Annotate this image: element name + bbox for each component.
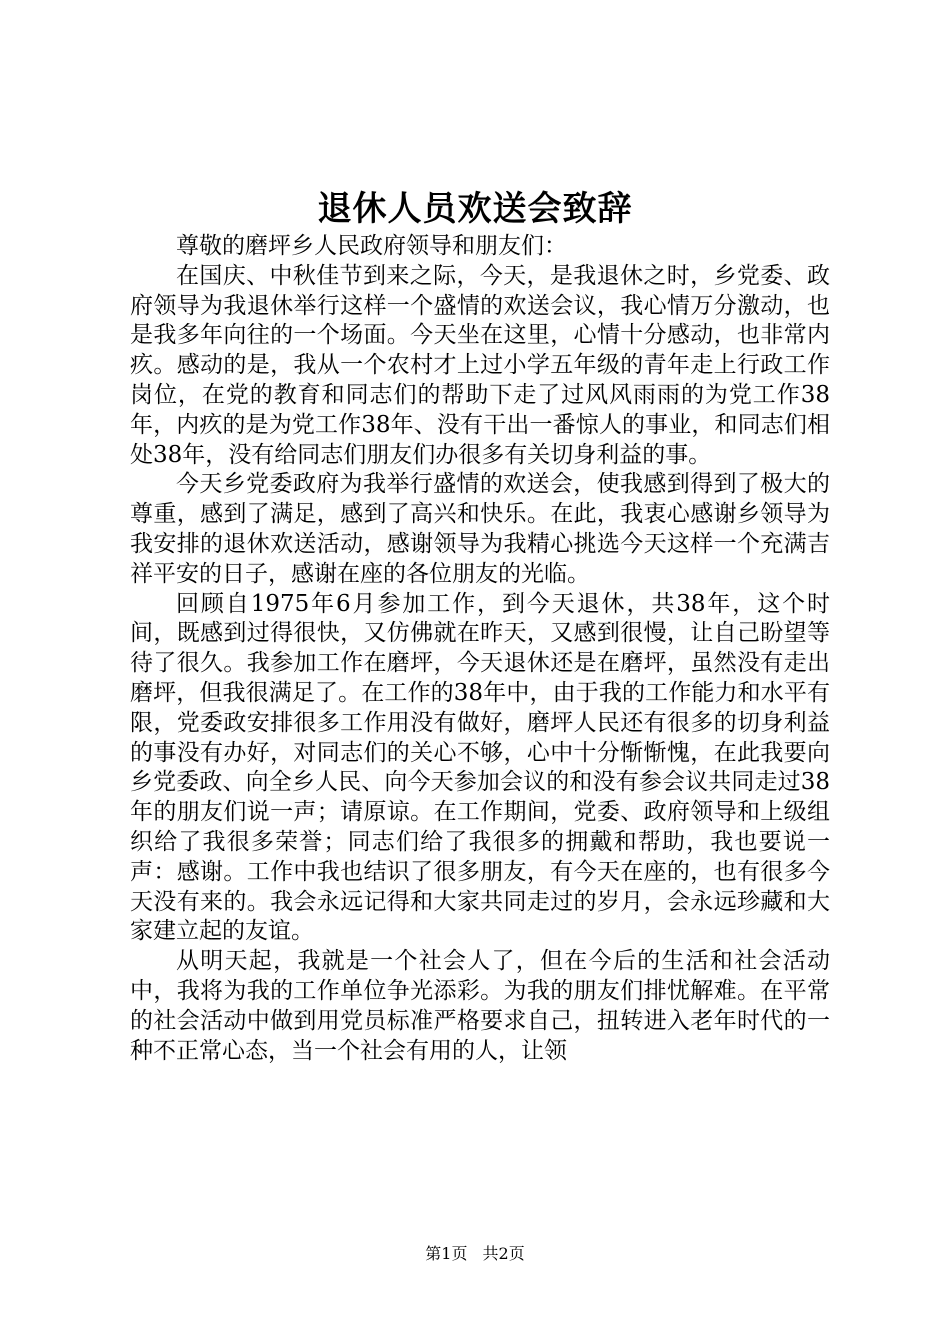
page-number: 第1页 xyxy=(425,1244,468,1263)
paragraph-4: 从明天起，我就是一个社会人了，但在今后的生活和社会活动中，我将为我的工作单位争光添彩。为我的朋友们排忧解难。在平常的社会活动中做到用党员标准严格要求自己，扭转进入老年时代的一种不正常心态，当一个社会有用的人，让领 xyxy=(130,948,830,1064)
document-body xyxy=(130,232,830,1066)
paragraph-1: 在国庆、中秋佳节到来之际，今天，是我退休之时，乡党委、政府领导为我退休举行这样一个盛情的欢送会议，我心情万分激动，也是我多年向往的一个场面。今天坐在这里，心情十分感动，也非常内疚。感动的是，我从一个农村才上过小学五年级的青年走上行政工作岗位，在党的教育和同志们的帮助下走了过风风雨雨的为党工作38年，内疚的是为党工作38年、没有干出一番惊人的事业，和同志们相处38年，没有给同志们朋友们办很多有关切身利益的事。 xyxy=(130,262,830,468)
paragraph-2: 今天乡党委政府为我举行盛情的欢送会，使我感到得到了极大的尊重，感到了满足，感到了高兴和快乐。在此，我衷心感谢乡领导为我安排的退休欢送活动，感谢领导为我精心挑选今天这样一个充满吉祥平安的日子，感谢在座的各位朋友的光临。 xyxy=(130,471,830,587)
page-total: 共2页 xyxy=(482,1244,525,1263)
paragraph-3: 回顾自1975年6月参加工作，到今天退休，共38年，这个时间，既感到过得很快，又仿佛就在昨天，又感到很慢，让自己盼望等待了很久。我参加工作在磨坪，今天退休还是在磨坪，虽然没有走出磨坪，但我很满足了。在工作的38年中，由于我的工作能力和水平有限，党委政安排很多工作用没有做好，磨坪人民还有很多的切身利益的事没有办好，对同志们的关心不够，心中十分惭惭愧，在此我要向乡党委政、向全乡人民、向今天参加会议的和没有参会议共同走过38年的朋友们说一声；请原谅。在工作期间，党委、政府领导和上级组织给了我很多荣誉；同志们给了我很多的拥戴和帮助，我也要说一声：感谢。工作中我也结识了很多朋友，有今天在座的，也有很多今天没有来的。我会永远记得和大家共同走过的岁月，会永远珍藏和大家建立起的友谊。 xyxy=(130,590,830,945)
page-footer xyxy=(0,1243,950,1265)
document-title: 退休人员欢送会致辞 xyxy=(317,189,633,229)
salutation: 尊敬的磨坪乡人民政府领导和朋友们： xyxy=(176,233,567,259)
